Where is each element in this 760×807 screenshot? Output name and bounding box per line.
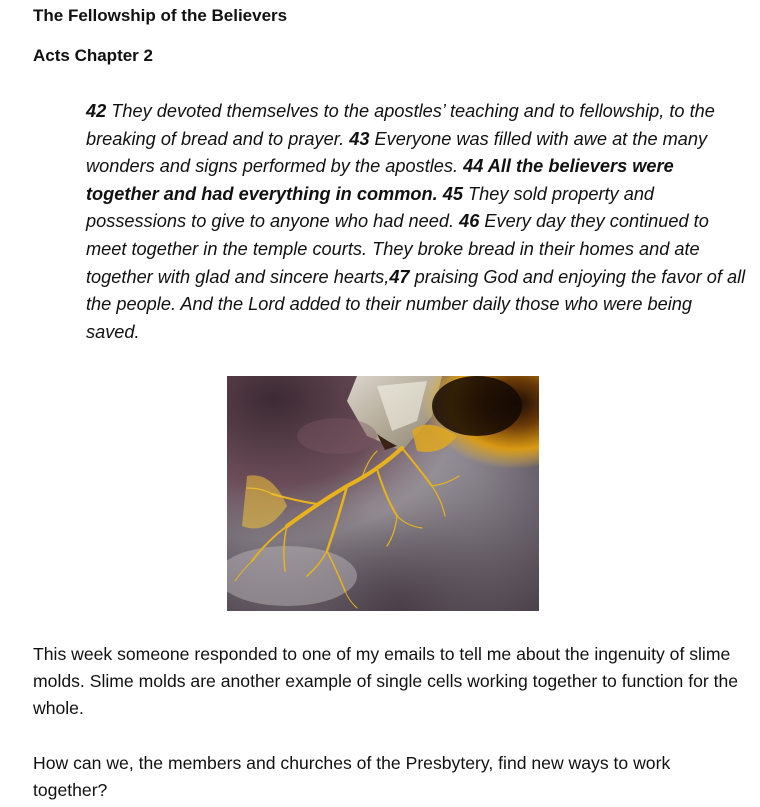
verse-number: 44 [463,156,484,177]
verse-text: Everyone was filled with awe at the many wonders and signs performed by the apostles. [86,128,708,177]
verse-text-emphasized: All the believers were together and had everything in common. [86,156,674,204]
verse-text: Every day they continued to meet together in the temple courts. They broke bread in their homes and ate together with glad and sincere hearts, [86,211,709,287]
chapter-subtitle: Acts Chapter 2 [33,46,153,65]
verse-number: 46 [459,211,480,232]
verse-text: They devoted themselves to the apostles’ teaching and to fellowship, to the breaking of bread and to prayer. [86,101,715,149]
verse-number: 43 [349,128,370,149]
body-paragraph: This week someone responded to one of my emails to tell me about the ingenuity of slime molds. Slime molds are another example of single cells working together to function for the whole. [33,644,739,718]
page-title: The Fellowship of the Believers [33,6,288,25]
verse-number: 42 [86,101,107,121]
verse-text: They sold property and possessions to give to anyone who had need. [86,183,655,232]
scripture-passage [86,98,746,346]
verse-text: praising God and enjoying the favor of all the people. And the Lord added to their number daily those who were being saved. [86,266,746,342]
slime-mold-photo [227,376,539,611]
verse-number: 45 [442,183,463,204]
verse-number: 47 [389,266,410,287]
body-question: How can we, the members and churches of the Presbytery, find new ways to work together? [33,753,671,800]
